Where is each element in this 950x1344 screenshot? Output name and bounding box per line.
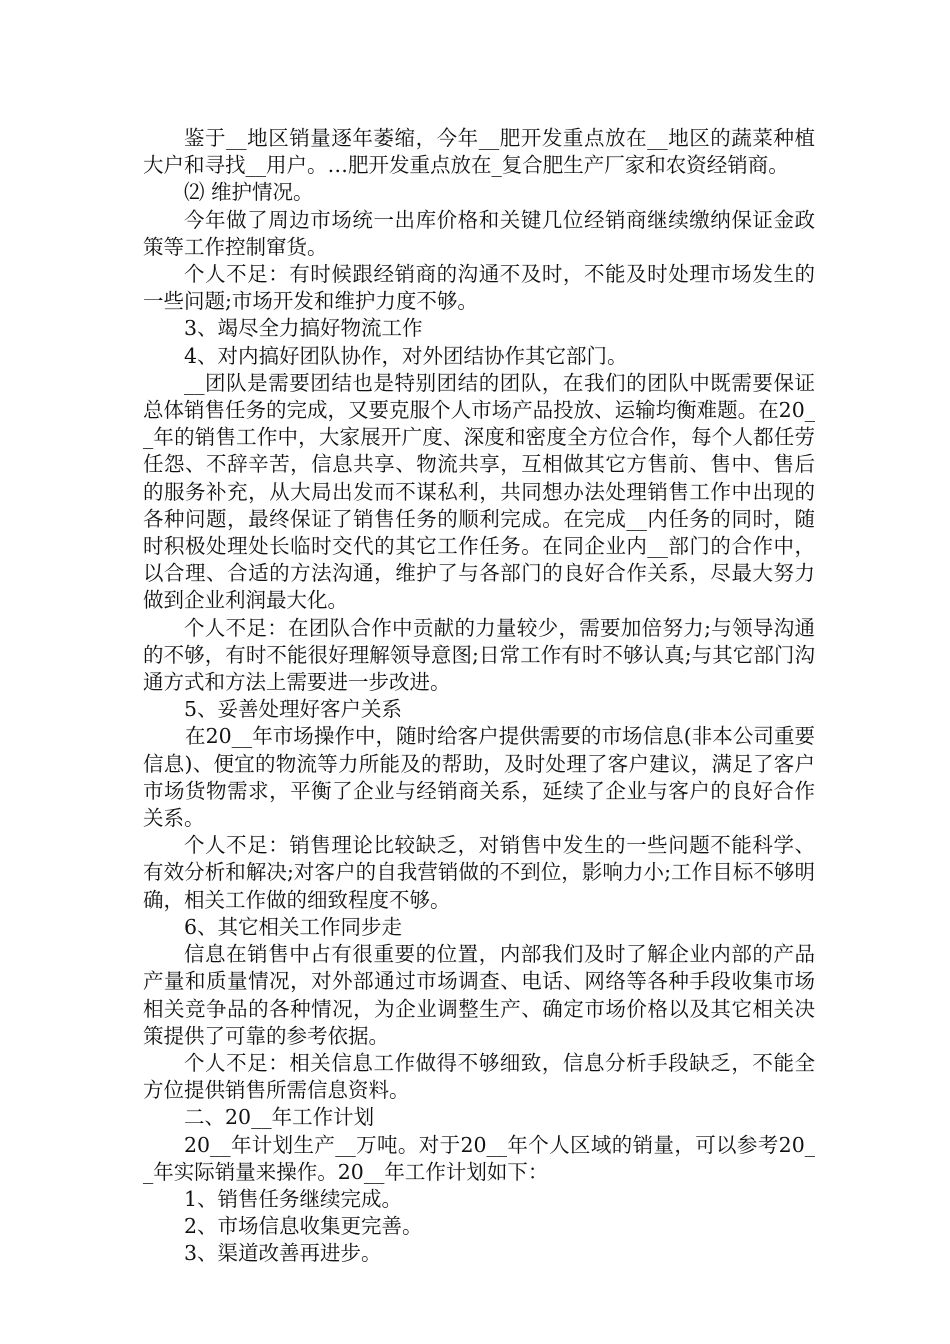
paragraph-logistics-heading: 3、竭尽全力搞好物流工作: [184, 316, 423, 341]
paragraph-maintenance-work: 今年做了周边市场统一出库价格和关键几位经销商继续缴纳保证金政策等工作控制窜货。: [143, 207, 815, 259]
paragraph-teamwork-body: __团队是需要团结也是特别团结的团队，在我们的团队中既需要保证总体销售任务的完成，又要克服个人市场产品投放、运输均衡难题。在20__年的销售工作中，大家展开广度、深度和密度全方位合作，每个人都任劳任怨、不辞辛苦，信息共享、物流共享，互相做其它方售前、售中、售后的服务补充，从大局出发而不谋私利，共同想办法处理销售工作中出现的各种问题，最终保证了销售任务的顺利完成。在完成__内任务的同时，随时积极处理处长临时交代的其它工作任务。在同企业内__部门的合作中，以合理、合适的方法沟通，维护了与各部门的良好合作关系，尽最大努力做到企业利润最大化。: [143, 370, 815, 613]
paragraph-customer-heading: 5、妥善处理好客户关系: [184, 697, 403, 722]
paragraph-information-shortcoming: 个人不足：相关信息工作做得不够细致，信息分析手段缺乏，不能全方位提供销售所需信息资料。: [143, 1050, 815, 1103]
paragraph-plan-item-2: 2、市场信息收集更完善。: [184, 1214, 423, 1239]
paragraph-maintenance-heading: ⑵ 维护情况。: [184, 180, 314, 205]
paragraph-region-sales: 鉴于__地区销量逐年萎缩，今年__肥开发重点放在__地区的蔬菜种植大户和寻找__用户。…肥开发重点放在_复合肥生产厂家和农资经销商。: [143, 126, 815, 178]
paragraph-plan-item-3: 3、渠道改善再进步。: [184, 1241, 382, 1266]
paragraph-plan-intro: 20__年计划生产__万吨。对于20__年个人区域的销量，可以参考20__年实际销量来操作。20__年工作计划如下：: [143, 1132, 815, 1184]
paragraph-plan-heading: 二、20__年工作计划: [184, 1105, 375, 1130]
document-body: [143, 125, 815, 1268]
paragraph-teamwork-shortcoming: 个人不足：在团队合作中贡献的力量较少，需要加倍努力;与领导沟通的不够，有时不能很好理解领导意图;日常工作有时不够认真;与其它部门沟通方式和方法上需要进一步改进。: [143, 615, 815, 695]
paragraph-plan-item-1: 1、销售任务继续完成。: [184, 1186, 403, 1211]
paragraph-customer-shortcoming: 个人不足：销售理论比较缺乏，对销售中发生的一些问题不能科学、有效分析和解决;对客户的自我营销做的不到位，影响力小;工作目标不够明确，相关工作做的细致程度不够。: [143, 833, 815, 912]
paragraph-other-heading: 6、其它相关工作同步走: [184, 914, 403, 939]
paragraph-teamwork-heading: 4、对内搞好团队协作，对外团结协作其它部门。: [184, 343, 628, 368]
paragraph-customer-body: 在20__年市场操作中，随时给客户提供需要的市场信息(非本公司重要信息)、便宜的物流等力所能及的帮助，及时处理了客户建议，满足了客户市场货物需求，平衡了企业与经销商关系，延续了企业与客户的良好合作关系。: [143, 724, 815, 831]
paragraph-maintenance-shortcoming: 个人不足：有时候跟经销商的沟通不及时，不能及时处理市场发生的一些问题;市场开发和维护力度不够。: [143, 262, 815, 314]
paragraph-information-body: 信息在销售中占有很重要的位置，内部我们及时了解企业内部的产品产量和质量情况，对外部通过市场调查、电话、网络等各种手段收集市场相关竞争品的各种情况，为企业调整生产、确定市场价格以及其它相关决策提供了可靠的参考依据。: [143, 942, 815, 1048]
